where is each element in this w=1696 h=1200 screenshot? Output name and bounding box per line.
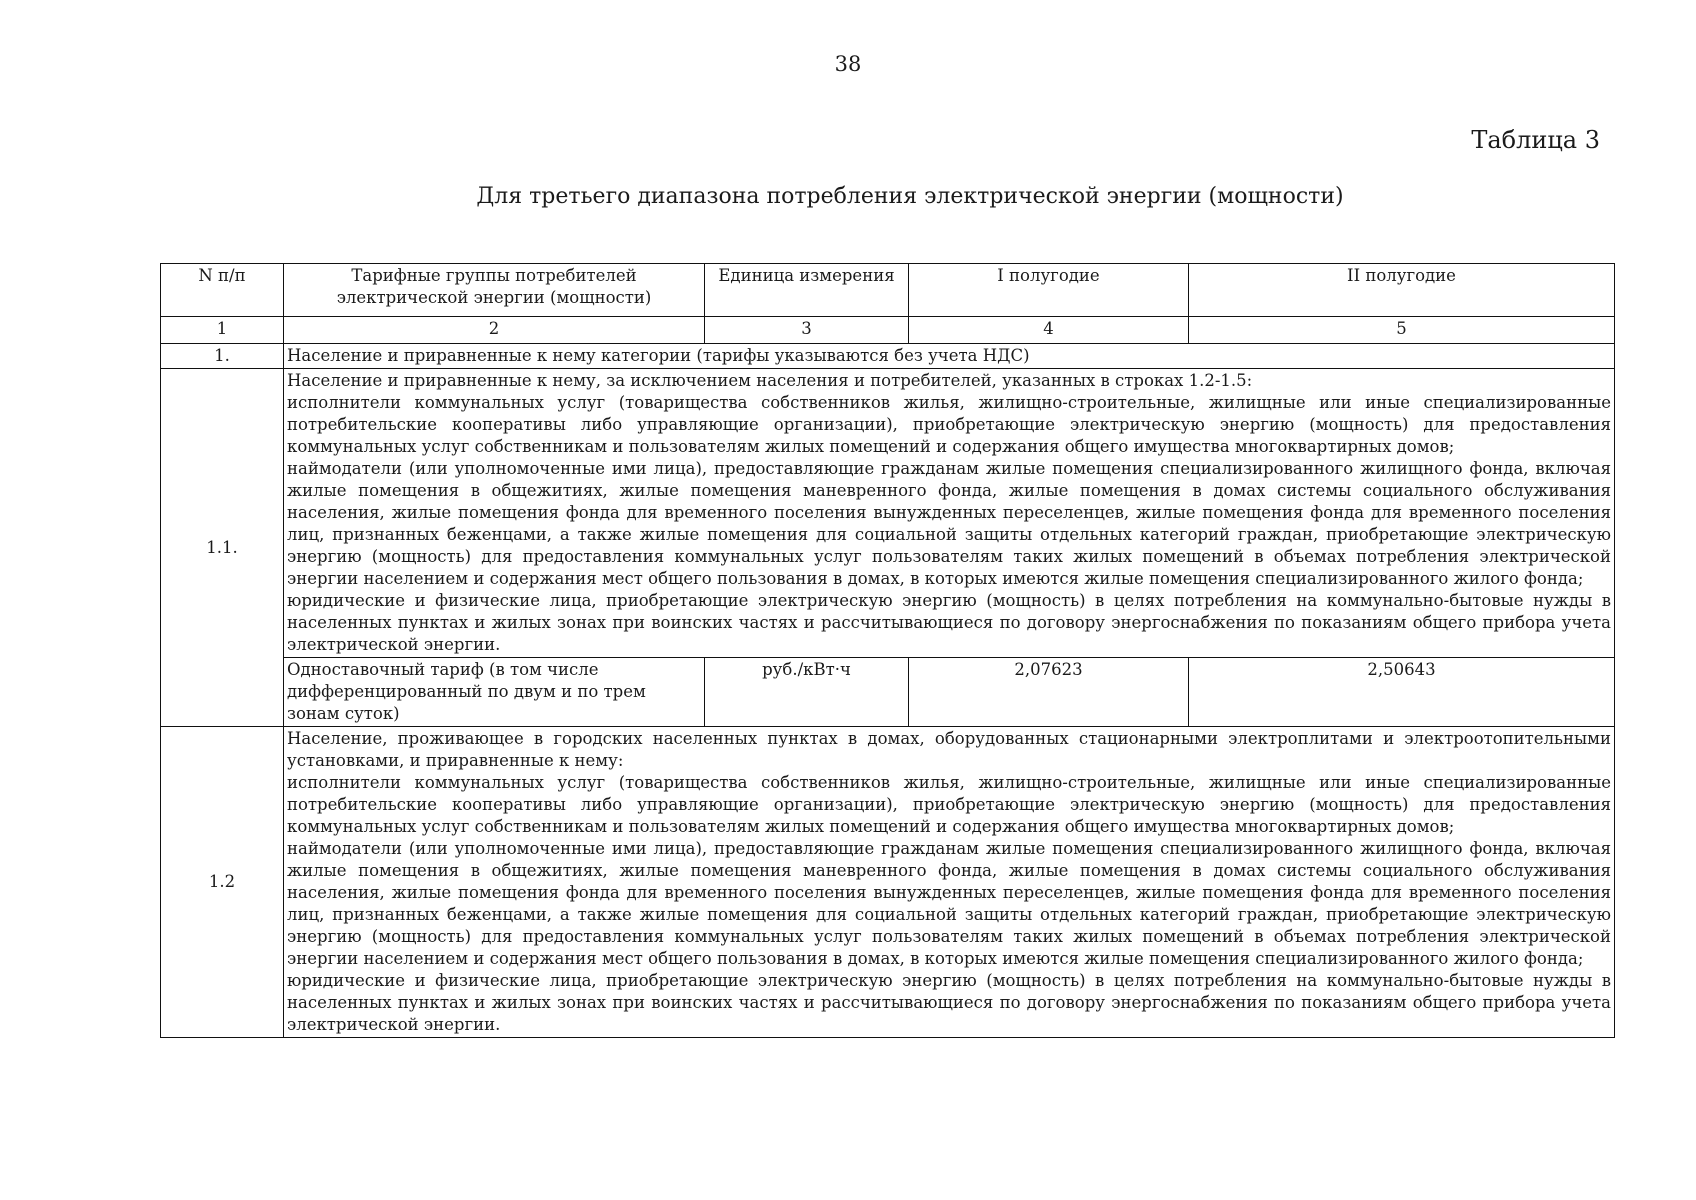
category-description xyxy=(284,727,1615,1038)
row-number: 1.2 xyxy=(161,727,284,1038)
table-row xyxy=(161,344,1615,369)
column-number: 4 xyxy=(909,317,1189,344)
table-row xyxy=(161,727,1615,1038)
document-title: Для третьего диапазона потребления электрической энергии (мощности) xyxy=(476,184,1344,209)
column-number: 3 xyxy=(705,317,909,344)
description-paragraph: наймодатели (или уполномоченные ими лица), предоставляющие гражданам жилые помещения специализированного жилищного фонда, включая жилые помещения в общежитиях, жилые помещения маневренного фонда, жилые помещения в домах системы социального обслуживания населения, жилые помещения фонда для временного поселения вынужденных переселенцев, жилые помещения фонда для временного поселения лиц, признанных беженцами, а также жилые помещения для социальной защиты отдельных категорий граждан, приобретающие электрическую энергию (мощность) для предоставления коммунальных услуг пользователям таких жилых помещений в объемах потребления электрической энергии населением и содержания мест общего пользования в домах, в которых имеются жилые помещения специализированного жилого фонда; xyxy=(287,839,1611,968)
table-row xyxy=(161,658,1615,727)
tariff-table xyxy=(160,263,1615,1038)
category-heading: Население и приравненные к нему категории (тарифы указываются без учета НДС) xyxy=(284,344,1615,369)
column-number-row xyxy=(161,317,1615,344)
description-paragraph: наймодатели (или уполномоченные ими лица), предоставляющие гражданам жилые помещения специализированного жилищного фонда, включая жилые помещения в общежитиях, жилые помещения маневренного фонда, жилые помещения в домах системы социального обслуживания населения, жилые помещения фонда для временного поселения вынужденных переселенцев, жилые помещения фонда для временного поселения лиц, признанных беженцами, а также жилые помещения для социальной защиты отдельных категорий граждан, приобретающие электрическую энергию (мощность) для предоставления коммунальных услуг пользователям таких жилых помещений в объемах потребления электрической энергии населением и содержания мест общего пользования в домах, в которых имеются жилые помещения специализированного жилого фонда; xyxy=(287,459,1611,588)
header-row xyxy=(161,264,1615,317)
description-paragraph: исполнители коммунальных услуг (товарищества собственников жилья, жилищно-строительные, жилищные или иные специализированные потребительские кооперативы либо управляющие организации), приобретающие электрическую энергию (мощность) для предоставления коммунальных услуг собственникам и пользователям жилых помещений и содержания общего имущества многоквартирных домов; xyxy=(287,773,1611,836)
header-tariff-group: Тарифные группы потребителей электрической энергии (мощности) xyxy=(284,264,705,317)
header-unit: Единица измерения xyxy=(705,264,909,317)
tariff-name: Одноставочный тариф (в том числе дифференцированный по двум и по трем зонам суток) xyxy=(284,658,705,727)
header-number: N п/п xyxy=(161,264,284,317)
header-half-year-2: II полугодие xyxy=(1189,264,1615,317)
description-paragraph: юридические и физические лица, приобретающие электрическую энергию (мощность) в целях потребления на коммунально-бытовые нужды в населенных пунктах и жилых зонах при воинских частях и рассчитывающиеся по договору энергоснабжения по показаниям общего прибора учета электрической энергии. xyxy=(287,591,1611,654)
column-number: 5 xyxy=(1189,317,1615,344)
category-description xyxy=(284,369,1615,658)
description-paragraph: Население и приравненные к нему, за исключением населения и потребителей, указанных в строках 1.2-1.5: xyxy=(287,371,1253,390)
table-row xyxy=(161,369,1615,658)
header-half-year-1: I полугодие xyxy=(909,264,1189,317)
tariff-unit: руб./кВт·ч xyxy=(705,658,909,727)
row-number: 1. xyxy=(161,344,284,369)
tariff-value-half-2: 2,50643 xyxy=(1189,658,1615,727)
row-number: 1.1. xyxy=(161,369,284,727)
column-number: 1 xyxy=(161,317,284,344)
column-number: 2 xyxy=(284,317,705,344)
tariff-value-half-1: 2,07623 xyxy=(909,658,1189,727)
page-number: 38 xyxy=(834,52,862,76)
description-paragraph: исполнители коммунальных услуг (товарищества собственников жилья, жилищно-строительные, жилищные или иные специализированные потребительские кооперативы либо управляющие организации), приобретающие электрическую энергию (мощность) для предоставления коммунальных услуг собственникам и пользователям жилых помещений и содержания общего имущества многоквартирных домов; xyxy=(287,393,1611,456)
table-label: Таблица 3 xyxy=(1471,126,1600,154)
description-paragraph: Население, проживающее в городских населенных пунктах в домах, оборудованных стационарными электроплитами и электроотопительными установками, и приравненные к нему: xyxy=(287,729,1611,770)
description-paragraph: юридические и физические лица, приобретающие электрическую энергию (мощность) в целях потребления на коммунально-бытовые нужды в населенных пунктах и жилых зонах при воинских частях и рассчитывающиеся по договору энергоснабжения по показаниям общего прибора учета электрической энергии. xyxy=(287,971,1611,1034)
